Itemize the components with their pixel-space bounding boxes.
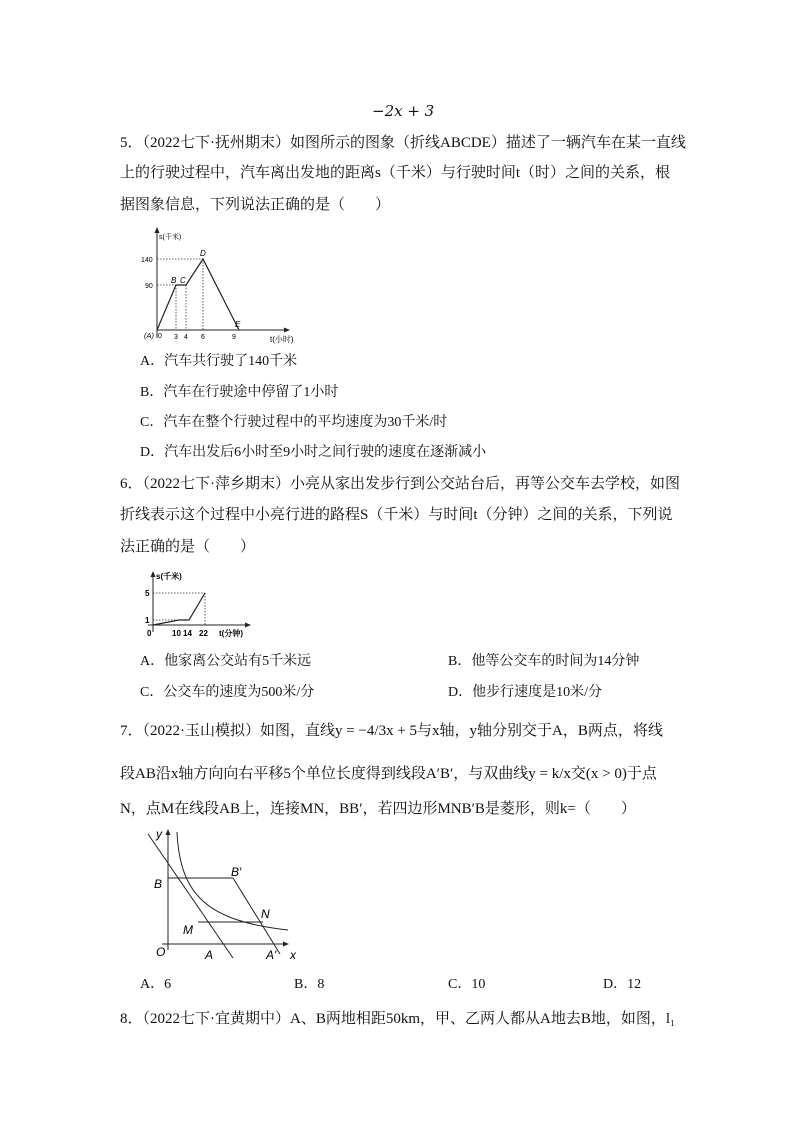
q5-point-c-label: C <box>180 276 186 285</box>
q6-graph <box>140 568 260 642</box>
q7-line-1: 7．（2022·玉山模拟）如图，直线y = −4/3x + 5与x轴，y轴分别交于A，B两点，将线 <box>120 723 663 739</box>
q7-option-b[interactable]: B．8 <box>294 977 325 992</box>
q5-option-d[interactable]: D．汽车出发后6小时至9小时之间行驶的速度在逐渐减小 <box>140 445 487 460</box>
q5-x-tick-3: 3 <box>174 334 178 341</box>
q7-option-c[interactable]: C．10 <box>448 977 486 992</box>
q7-line-2: 段AB沿x轴方向向右平移5个单位长度得到线段A′B′，与双曲线y = k/x交(x > 0)于点 <box>120 766 657 782</box>
q5-point-e-label: E <box>235 320 241 329</box>
q5-y-tick-90: 90 <box>145 283 153 290</box>
q5-option-c[interactable]: C．汽车在整个行驶过程中的平均速度为30千米/时 <box>140 415 448 430</box>
q7-label-m: M <box>183 923 193 937</box>
q7-label-o: O <box>156 945 166 959</box>
q5-x-tick-6: 6 <box>201 334 205 341</box>
q6-option-c[interactable]: C．公交车的速度为500米/分 <box>140 685 315 700</box>
top-formula: −2x + 3 <box>372 102 435 120</box>
q5-x-axis-label: t(小时) <box>270 335 294 344</box>
q6-x-tick-22: 22 <box>199 629 208 638</box>
q5-y-axis-label: s(千米) <box>159 234 182 241</box>
q6-x-axis-label: t(分钟) <box>219 629 243 638</box>
q5-line-1: 5．（2022七下·抚州期末）如图所示的图象（折线ABCDE）描述了一辆汽车在某一直线 <box>120 135 686 151</box>
q6-y-tick-5: 5 <box>145 589 150 598</box>
q8-line-1: 8．（2022七下·宜黄期中）A、B两地相距50km，甲、乙两人都从A地去B地，如图，l₁ <box>120 1011 676 1027</box>
q7-label-n: N <box>261 907 270 921</box>
q6-y-arrow-icon <box>151 571 156 577</box>
q6-option-d[interactable]: D．他步行速度是10米/分 <box>448 685 602 700</box>
q7-label-b-prime: B′ <box>231 865 242 879</box>
q7-y-arrow-icon <box>166 829 171 835</box>
q7-line-a-prime-b-prime <box>233 878 280 954</box>
q5-x-tick-9: 9 <box>232 334 236 341</box>
q5-option-b[interactable]: B．汽车在行驶途中停留了1小时 <box>140 385 339 400</box>
q7-hyperbola <box>177 832 288 930</box>
q6-y-tick-1: 1 <box>145 616 150 625</box>
q7-graph <box>138 826 308 964</box>
q7-line-ab <box>148 834 233 958</box>
q6-option-b[interactable]: B．他等公交车的时间为14分钟 <box>448 654 640 669</box>
q7-label-x: x <box>290 948 296 962</box>
q5-x-tick-4: 4 <box>184 334 188 341</box>
q7-label-a: A <box>205 948 214 962</box>
q5-option-a[interactable]: A．汽车共行驶了140千米 <box>140 354 298 369</box>
q5-y-arrow-icon <box>155 227 160 233</box>
q6-line-1: 6．（2022七下·萍乡期末）小亮从家出发步行到公交站台后，再等公交车去学校，如图 <box>120 476 680 492</box>
q5-point-d-label: D <box>200 249 206 258</box>
q5-graph <box>140 226 300 350</box>
q6-x-arrow-icon <box>245 623 251 628</box>
q6-line-3: 法正确的是（ ） <box>120 539 256 555</box>
q7-option-d[interactable]: D．12 <box>603 977 642 992</box>
q6-x-tick-10: 10 <box>172 629 181 638</box>
q6-y-axis-label: s(千米) <box>156 572 182 581</box>
q6-origin-label: 0 <box>147 629 152 638</box>
q5-point-a-label: (A) <box>144 331 154 340</box>
q7-label-b: B <box>154 877 163 891</box>
q6-x-tick-14: 14 <box>183 629 192 638</box>
q6-polyline <box>153 593 205 625</box>
q5-y-tick-140: 140 <box>141 257 153 264</box>
q5-point-b-label: B <box>171 276 177 285</box>
q6-line-2: 折线表示这个过程中小亮行进的路程S（千米）与时间t（分钟）之间的关系，下列说 <box>120 507 673 523</box>
q7-label-y: y <box>156 827 162 841</box>
q7-x-arrow-icon <box>283 942 289 947</box>
q7-label-a-prime: A′ <box>266 948 277 962</box>
q5-origin-label: 0 <box>158 333 162 340</box>
q7-option-a[interactable]: A．6 <box>140 977 172 992</box>
q5-polyline <box>157 259 239 330</box>
q6-option-a[interactable]: A．他家离公交站有5千米远 <box>140 654 312 669</box>
q5-line-3: 据图象信息，下列说法正确的是（ ） <box>120 197 391 213</box>
q7-line-3: N，点M在线段AB上，连接MN，BB′，若四边形MNB′B是菱形，则k=（ ） <box>120 801 636 817</box>
q5-x-arrow-icon <box>284 328 290 333</box>
q5-line-2: 上的行驶过程中，汽车离出发地的距离s（千米）与行驶时间t（时）之间的关系，根 <box>120 165 671 181</box>
